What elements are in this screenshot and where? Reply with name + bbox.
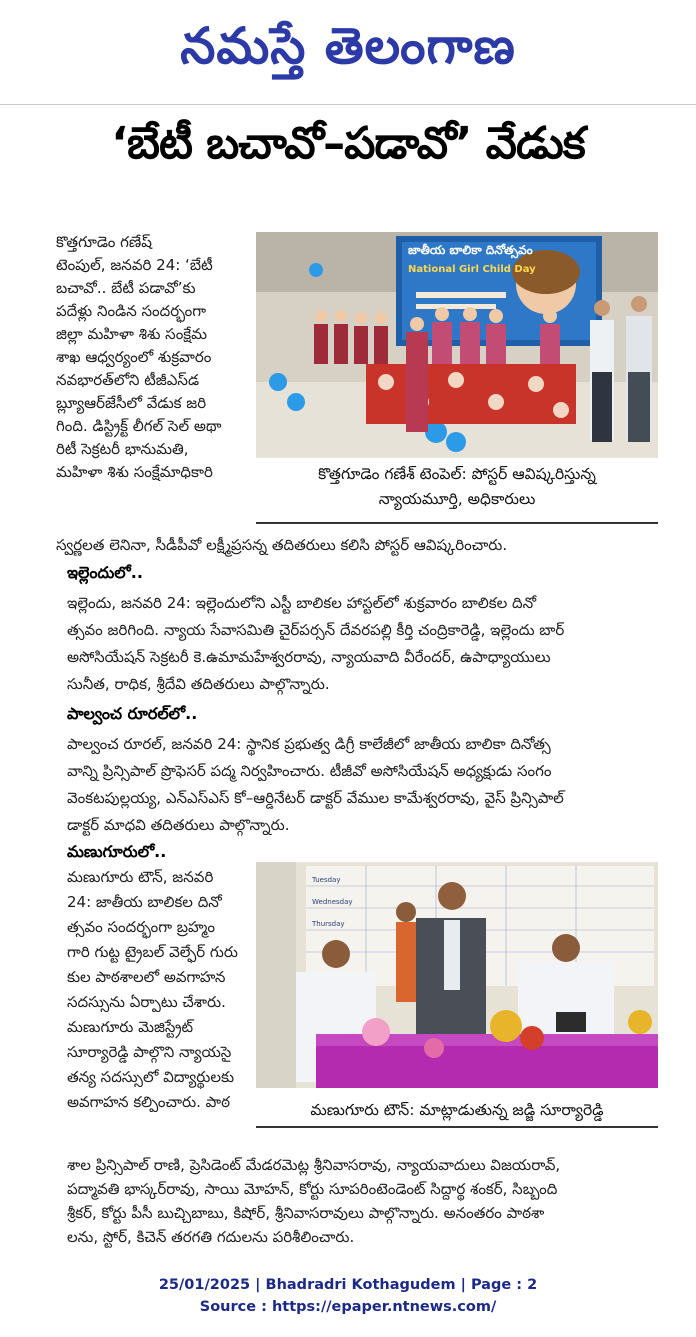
text-line: కుల పాఠశాలలో అవగాహన bbox=[67, 968, 226, 986]
text-line: నవభారత్‌లోని టీజీఎస్‌డ bbox=[56, 371, 200, 389]
text-line: సదస్సును ఏర్పాటు చేశారు. bbox=[67, 993, 226, 1011]
timetable-label: Wednesday bbox=[312, 898, 353, 906]
text-line: త్సవం జరిగింది. న్యాయ సేవాసమితి చైర్‌పర్సన్ దేవరపల్లి కీర్తి చంద్రికారెడ్డి, ఇల్లెందు బార్ bbox=[67, 621, 565, 639]
text-line: పాల్వంచ రూరల్, జనవరి 24: స్థానిక ప్రభుత్వ డిగ్రీ కాలేజీలో జాతీయ బాలికా దినోత్స bbox=[67, 735, 551, 753]
footer-date-page: 25/01/2025 | Bhadradri Kothagudem | Page : 2 bbox=[158, 1277, 538, 1293]
text-line: గింది. డిస్ట్రిక్ట్ లీగల్ సెల్ అథా bbox=[56, 417, 222, 435]
newspaper-logo: నమస్తే తెలంగాణ bbox=[180, 16, 516, 75]
text-line: మణుగూరు మెజిస్ట్రేట్ bbox=[67, 1018, 194, 1036]
text-line: శ్రీకర్, కోర్టు పీసీ బుచ్చిబాబు, కిషోర్, శ్రీనివాసరావులు పాల్గొన్నారు. అనంతరం పాఠశా bbox=[67, 1204, 545, 1222]
caption-line: కొత్తగూడెం గణేశ్ టెంపెల్: పోస్టర్ ఆవిష్కరిస్తున్న bbox=[318, 465, 596, 483]
photo2-caption: మణుగూరు టౌన్: మాట్లాడుతున్న జడ్జి సూర్యారెడ్డి bbox=[310, 1101, 604, 1119]
masthead bbox=[0, 0, 696, 104]
photo-poster-launch bbox=[256, 232, 658, 458]
text-line: బ్ల్యూఆర్‌జేసీలో వేడుక జరి bbox=[56, 394, 207, 412]
text-line: అసోసియేషన్ సెక్రటరీ కె.ఉమామహేశ్వరరావు, న్యాయవాది వీరేందర్, ఉపాధ్యాయులు bbox=[67, 648, 551, 666]
masthead-divider bbox=[0, 104, 696, 105]
caption-line: న్యాయమూర్తి, అధికారులు bbox=[378, 490, 536, 508]
text-line: బచావో.. బేటీ పడావో’కు bbox=[56, 279, 196, 297]
text-line: త్సవం సందర్భంగా బ్రహ్మం bbox=[67, 918, 215, 936]
text-line: గారి గుట్ట ట్రైబల్ వెల్ఫేర్ గురు bbox=[67, 943, 238, 961]
photo1-caption bbox=[256, 462, 658, 512]
text-line: శాల ప్రిన్సిపాల్ రాణి, ప్రెసిడెంట్ మేడరమెట్ల శ్రీనివాసరావు, న్యాయవాదులు విజయరావ్, bbox=[67, 1156, 561, 1174]
text-line: వాన్ని ప్రిన్సిపాల్ ప్రొఫెసర్ పద్మ నిర్వహించారు. టీజీవో అసోసియేషన్ అధ్యక్షుడు సంగం bbox=[67, 762, 552, 780]
photo-judge-speaking bbox=[256, 862, 658, 1088]
text-line: అవగాహన కల్పించారు. పాఠ bbox=[67, 1093, 231, 1111]
caption-underline bbox=[256, 1126, 658, 1128]
text-line: రిటీ సెక్రటరీ భానుమతి, bbox=[56, 440, 189, 458]
text-line: జిల్లా మహిళా శిశు సంక్షేమ bbox=[56, 325, 208, 343]
section-heading-manuguru: మణుగూరులో.. bbox=[67, 842, 167, 861]
section-heading-illendu: ఇల్లెందులో.. bbox=[67, 563, 143, 582]
timetable-label: Thursday bbox=[312, 920, 345, 928]
text-line: 24: జాతీయ బాలికల దినో bbox=[67, 893, 222, 911]
section-heading-palvancha: పాల్వంచ రూరల్‌లో.. bbox=[67, 704, 198, 723]
footer-source-link[interactable]: Source : https://epaper.ntnews.com/ bbox=[199, 1299, 497, 1315]
caption-underline bbox=[256, 522, 658, 524]
text-line: లను, స్టోర్, కిచెన్ తరగతి గదులను పరిశీలించారు. bbox=[67, 1228, 355, 1246]
headline: ‘బేటీ బచావో–పడావో’ వేడుక bbox=[111, 118, 585, 169]
text-line: స్వర్ణలత లెనినా, సీడీపీవో లక్ష్మీప్రసన్న తదితరులు కలిసి పోస్టర్ ఆవిష్కరించారు. bbox=[56, 536, 508, 554]
text-line: కొత్తగూడెం గణేష్ bbox=[56, 233, 152, 251]
timetable-label: Tuesday bbox=[312, 876, 341, 884]
text-line: డాక్టర్ మాధవి తదితరులు పాల్గొన్నారు. bbox=[67, 816, 290, 834]
banner-subtitle: National Girl Child Day bbox=[408, 264, 536, 275]
text-line: వెంకటపుల్లయ్య, ఎన్‌ఎస్‌ఎస్ కో–ఆర్డినేటర్ డాక్టర్ వేముల కామేశ్వరరావు, వైస్ ప్రిన్సిపాల్ bbox=[67, 789, 564, 807]
text-line: సూర్యారెడ్డి పాల్గొని న్యాయసై bbox=[67, 1043, 232, 1061]
text-line: టెంపుల్, జనవరి 24: ‘బేటీ bbox=[56, 256, 213, 274]
text-line: మణుగూరు టౌన్, జనవరి bbox=[67, 868, 214, 886]
text-line: మహిళా శిశు సంక్షేమాధికారి bbox=[56, 463, 213, 481]
text-line: ఇల్లెందు, జనవరి 24: ఇల్లెందులోని ఎస్టీ బాలికల హాస్టల్‌లో శుక్రవారం బాలికల దినో bbox=[67, 594, 537, 612]
text-line: శాఖ ఆధ్వర్యంలో శుక్రవారం bbox=[56, 348, 212, 366]
text-line: సునీత, రాధిక, శ్రీదేవి తదితరులు పాల్గొన్నారు. bbox=[67, 675, 330, 693]
banner-title: జాతీయ బాలికా దినోత్సవం bbox=[408, 243, 533, 257]
text-line: తన్య సదస్సులో విద్యార్థులకు bbox=[67, 1068, 235, 1086]
text-line: పద్మావతి భాస్కర్‌రావు, సాయి మోహన్, కోర్టు సూపరింటెండెంట్ సిద్దార్థ శంకర్, సిబ్బంది bbox=[67, 1180, 558, 1198]
text-line: పదేళ్లు నిండిన సందర్భంగా bbox=[56, 302, 207, 320]
